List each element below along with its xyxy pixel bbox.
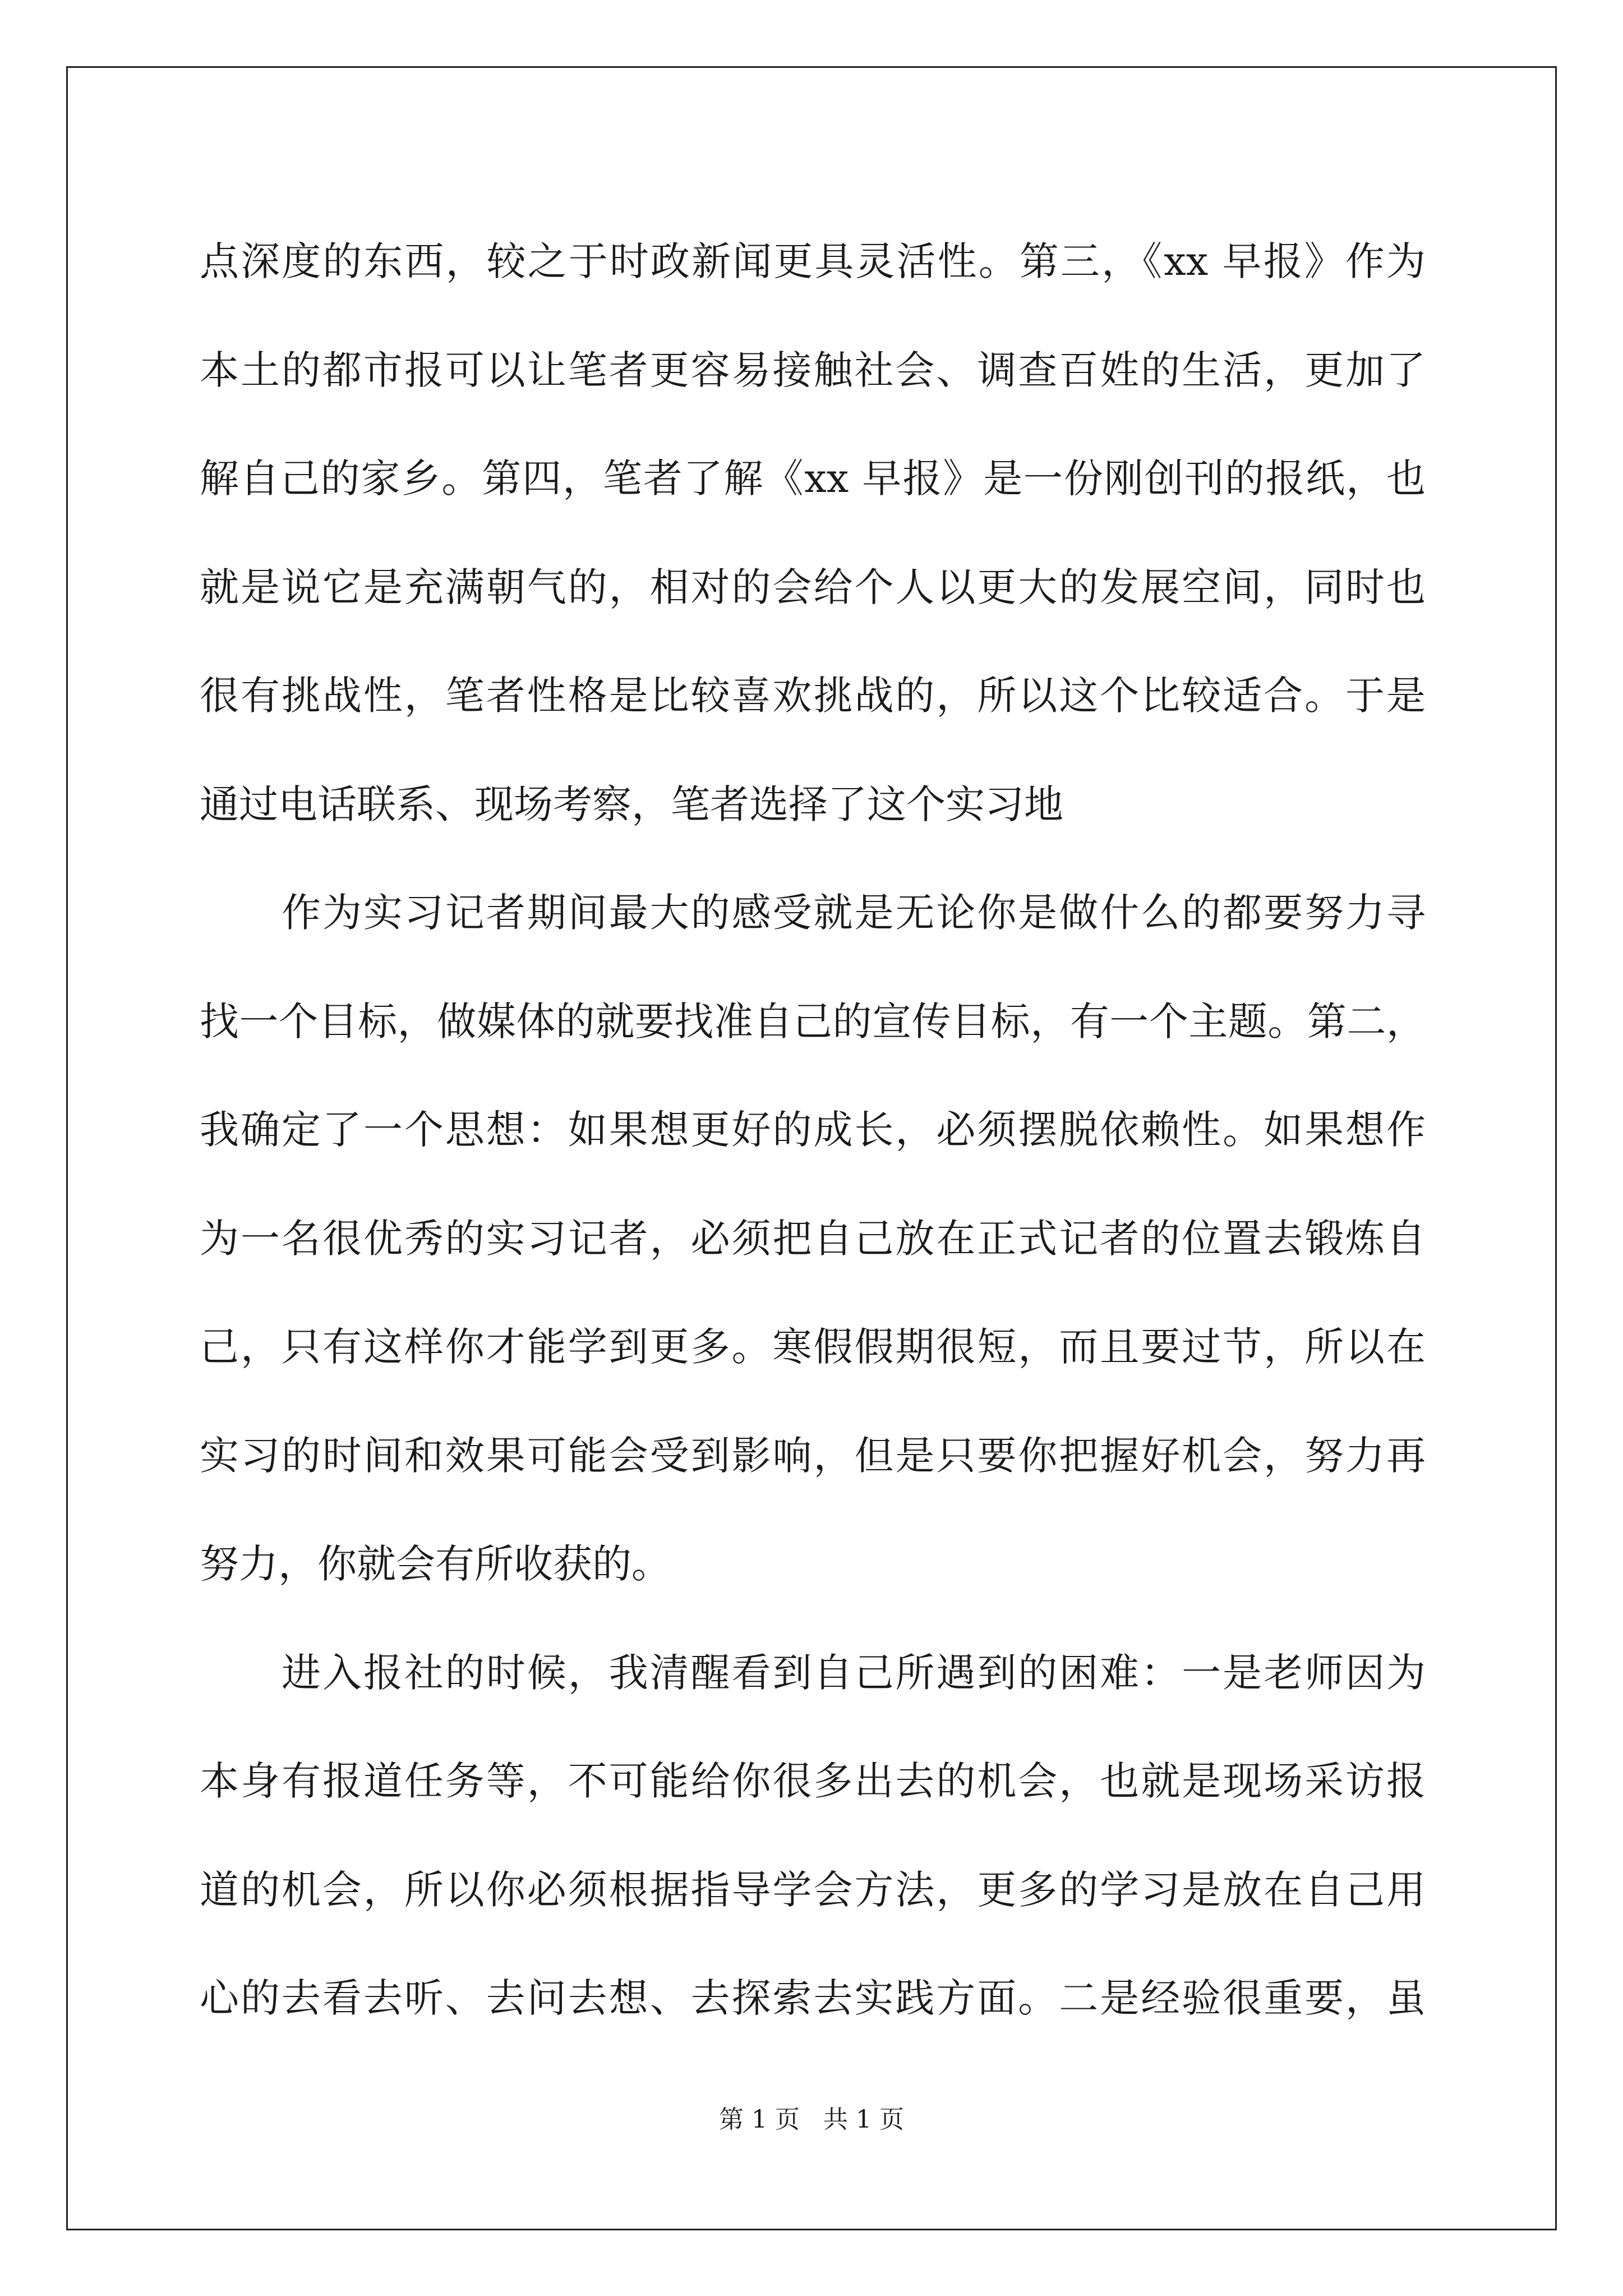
text-line: 实习的时间和效果可能会受到影响，但是只要你把握好机会，努力再 (200, 1432, 1426, 1479)
page-footer (0, 2099, 1623, 2135)
text-line: 作为实习记者期间最大的感受就是无论你是做什么的都要努力寻 (282, 890, 1426, 936)
page-total: 共 1 页 (823, 2105, 904, 2134)
text-line: 我确定了一个思想：如果想更好的成长，必须摆脱依赖性。如果想作 (200, 1107, 1426, 1153)
text-line: 点深度的东西，较之于时政新闻更具灵活性。第三，《xx 早报》作为 (200, 238, 1426, 284)
text-line: 通过电话联系、现场考察，笔者选择了这个实习地 (200, 781, 1063, 827)
page-number: 第 1 页 (719, 2105, 800, 2134)
text-line: 解自己的家乡。第四，笔者了解《xx 早报》是一份刚创刊的报纸，也 (200, 455, 1426, 501)
text-line: 进入报社的时候，我清醒看到自己所遇到的困难：一是老师因为 (282, 1649, 1426, 1696)
text-line: 本土的都市报可以让笔者更容易接触社会、调查百姓的生活，更加了 (200, 347, 1426, 393)
text-line: 为一名很优秀的实习记者，必须把自己放在正式记者的位置去锻炼自 (200, 1215, 1426, 1262)
text-line: 心的去看去听、去问去想、去探索去实践方面。二是经验很重要，虽 (200, 1975, 1426, 2021)
text-line: 就是说它是充满朝气的，相对的会给个人以更大的发展空间，同时也 (200, 564, 1426, 610)
document-body (200, 208, 1426, 2053)
text-line: 努力，你就会有所收获的。 (200, 1541, 671, 1587)
text-line: 找一个目标，做媒体的就要找准自己的宣传目标，有一个主题。第二， (200, 998, 1426, 1045)
text-line: 道的机会，所以你必须根据指导学会方法，更多的学习是放在自己用 (200, 1866, 1426, 1913)
text-line: 己，只有这样你才能学到更多。寒假假期很短，而且要过节，所以在 (200, 1324, 1426, 1370)
text-line: 很有挑战性，笔者性格是比较喜欢挑战的，所以这个比较适合。于是 (200, 673, 1426, 719)
text-line: 本身有报道任务等，不可能给你很多出去的机会，也就是现场采访报 (200, 1758, 1426, 1804)
